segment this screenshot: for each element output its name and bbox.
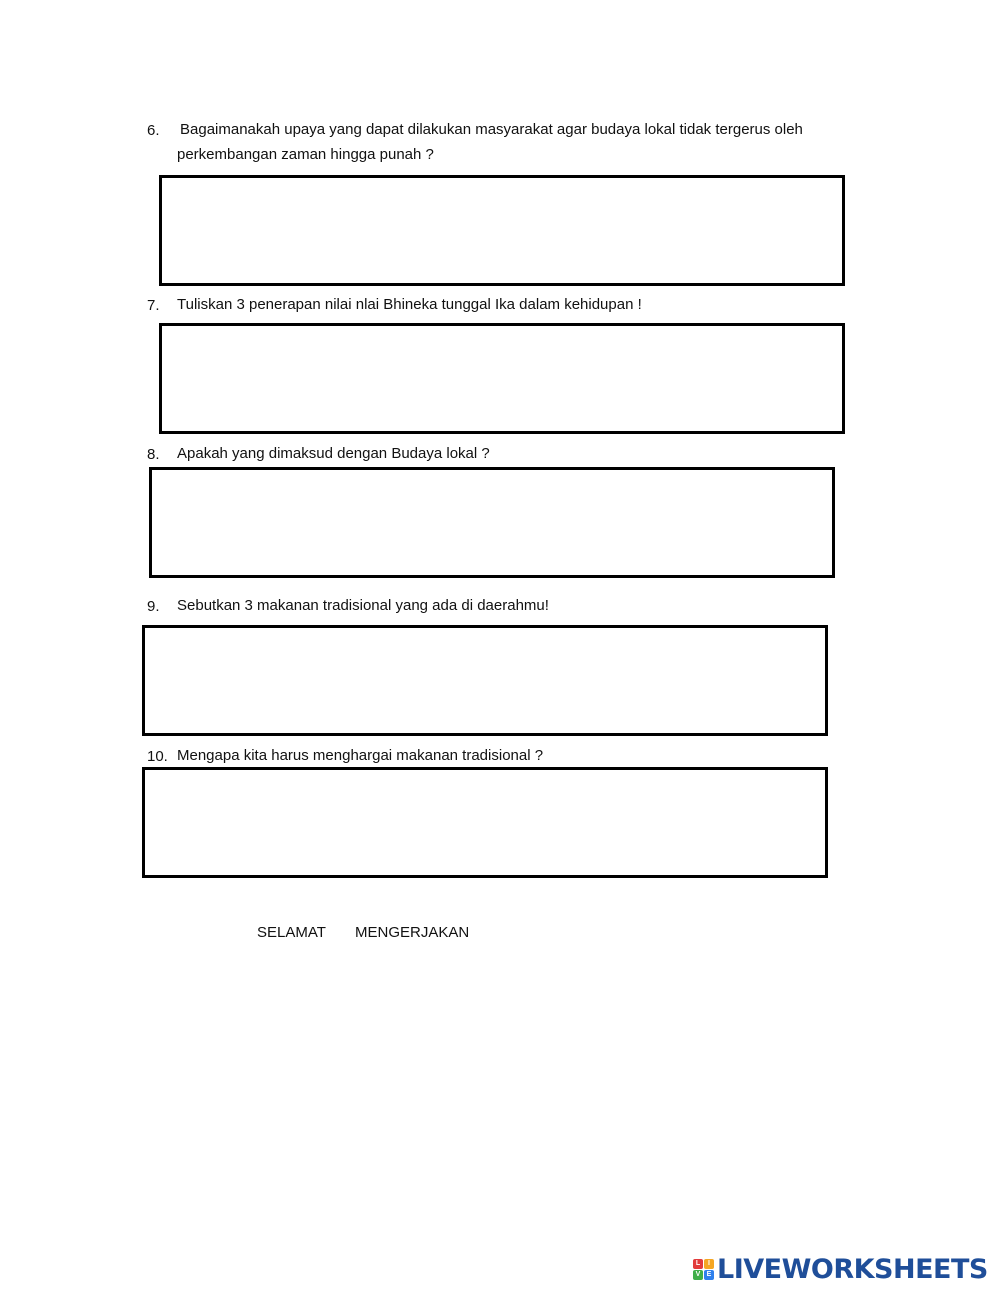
- answer-box-8[interactable]: [149, 467, 835, 578]
- closing-word-2: MENGERJAKAN: [355, 924, 470, 941]
- question-number: 8.: [147, 446, 160, 463]
- question-text-line1: Sebutkan 3 makanan tradisional yang ada di daerahmu!: [177, 597, 549, 614]
- liveworksheets-logo: [693, 1254, 988, 1284]
- logo-letter-i: I: [704, 1259, 714, 1269]
- logo-wordmark: LIVEWORKSHEETS: [717, 1253, 988, 1285]
- liveworksheets-mark-icon: [693, 1259, 714, 1280]
- question-text-line1: Mengapa kita harus menghargai makanan tradisional ?: [177, 747, 544, 764]
- question-text-line1: Tuliskan 3 penerapan nilai nlai Bhineka tunggal Ika dalam kehidupan !: [177, 296, 642, 313]
- question-text-line1: Apakah yang dimaksud dengan Budaya lokal ?: [177, 445, 490, 462]
- question-number: 10.: [147, 748, 168, 765]
- logo-letter-v: V: [693, 1270, 703, 1280]
- answer-box-6[interactable]: [159, 175, 845, 286]
- question-text-line1: Bagaimanakah upaya yang dapat dilakukan masyarakat agar budaya lokal tidak tergerus oleh: [180, 121, 803, 138]
- question-text-line2: perkembangan zaman hingga punah ?: [177, 146, 434, 163]
- logo-letter-l: L: [693, 1259, 703, 1269]
- answer-box-7[interactable]: [159, 323, 845, 434]
- logo-letter-e: E: [704, 1270, 714, 1280]
- closing-word-1: SELAMAT: [257, 924, 326, 941]
- answer-box-9[interactable]: [142, 625, 828, 736]
- answer-box-10[interactable]: [142, 767, 828, 878]
- question-number: 9.: [147, 598, 160, 615]
- question-number: 7.: [147, 297, 160, 314]
- question-number: 6.: [147, 122, 160, 139]
